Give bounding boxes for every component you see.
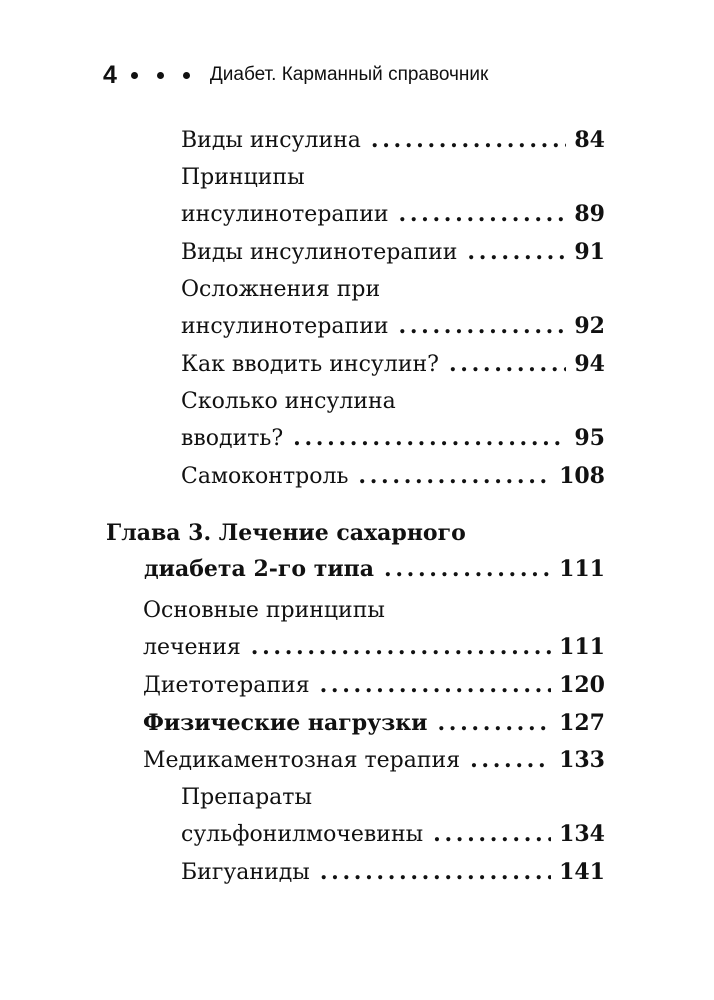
toc-entry-page: 89	[574, 201, 605, 227]
toc-entry-title: Виды инсулинотерапии	[181, 240, 458, 265]
toc-entry-title-cont: инсулинотерапии	[181, 202, 389, 227]
toc-entry-title: Принципы	[181, 165, 305, 190]
toc-entry-title: Основные принципы	[143, 598, 385, 623]
toc-leader	[320, 854, 551, 890]
page-number: 4	[103, 60, 117, 89]
toc-entry-page: 127	[559, 710, 605, 736]
toc-entry	[143, 593, 605, 666]
toc-entry	[181, 780, 605, 853]
toc-entry-page: 94	[574, 351, 605, 377]
toc-entry-title: Осложнения при	[181, 277, 381, 302]
toc-entry	[181, 458, 605, 495]
toc-entry	[181, 234, 605, 271]
toc-entry	[143, 705, 605, 741]
toc-leader	[449, 346, 566, 382]
toc-entry	[143, 742, 605, 779]
dot-icon	[157, 72, 164, 79]
toc-leader	[358, 458, 551, 494]
toc-entry-page: 92	[574, 313, 605, 339]
toc-leader	[293, 420, 566, 456]
toc-entry-title: Самоконтроль	[181, 464, 349, 489]
toc-entry-title: Как вводить инсулин?	[181, 352, 439, 377]
toc-entry	[181, 272, 605, 345]
toc-leader	[251, 629, 551, 665]
dot-icon	[131, 72, 138, 79]
toc-leader	[467, 234, 566, 270]
toc-entry	[181, 122, 605, 159]
toc-entry-title: Сколько инсулина	[181, 389, 396, 414]
toc-chapter-title-cont: диабета 2-го типа	[144, 556, 375, 582]
toc-leader	[399, 196, 567, 232]
toc-entry-page: 134	[559, 821, 605, 847]
toc-entry	[181, 160, 605, 233]
header-dots	[131, 72, 190, 79]
toc-entry-page: 133	[559, 747, 605, 773]
toc-entry-title: Бигуаниды	[181, 860, 310, 885]
running-title: Диабет. Карманный справочник	[209, 64, 489, 85]
toc-entry-title: Виды инсулина	[181, 128, 361, 153]
toc-entry-title: Диетотерапия	[143, 673, 310, 698]
page-header	[103, 58, 488, 92]
toc-entry	[181, 346, 605, 383]
toc-entry-page: 91	[574, 239, 605, 265]
toc-entry-title-cont: лечения	[143, 635, 241, 660]
table-of-contents	[0, 122, 714, 891]
dot-icon	[183, 72, 190, 79]
toc-entry-title-cont: сульфонилмочевины	[181, 822, 424, 847]
toc-entry-page: 141	[559, 859, 605, 885]
toc-leader	[320, 667, 551, 703]
toc-entry	[143, 667, 605, 704]
toc-leader	[371, 122, 566, 158]
toc-entry-page: 108	[559, 463, 605, 489]
toc-entry	[181, 384, 605, 457]
toc-entry-page: 111	[559, 634, 605, 660]
toc-entry-page: 95	[574, 425, 605, 451]
toc-entry-title: Препараты	[181, 785, 312, 810]
toc-entry	[181, 854, 605, 891]
toc-chapter-page: 111	[559, 556, 605, 582]
toc-leader	[437, 705, 551, 741]
toc-entry-title-cont: инсулинотерапии	[181, 314, 389, 339]
toc-leader	[470, 742, 551, 778]
toc-entry-title-cont: вводить?	[181, 426, 284, 451]
toc-entry-page: 84	[574, 127, 605, 153]
toc-chapter	[106, 515, 605, 587]
toc-entry-title: Физические нагрузки	[143, 710, 428, 736]
toc-leader	[433, 816, 551, 852]
toc-entry-page: 120	[559, 672, 605, 698]
toc-chapter-title: Глава 3. Лечение сахарного	[106, 520, 466, 546]
toc-entry-title: Медикаментозная терапия	[143, 748, 461, 773]
toc-leader	[384, 551, 551, 587]
toc-leader	[399, 308, 567, 344]
